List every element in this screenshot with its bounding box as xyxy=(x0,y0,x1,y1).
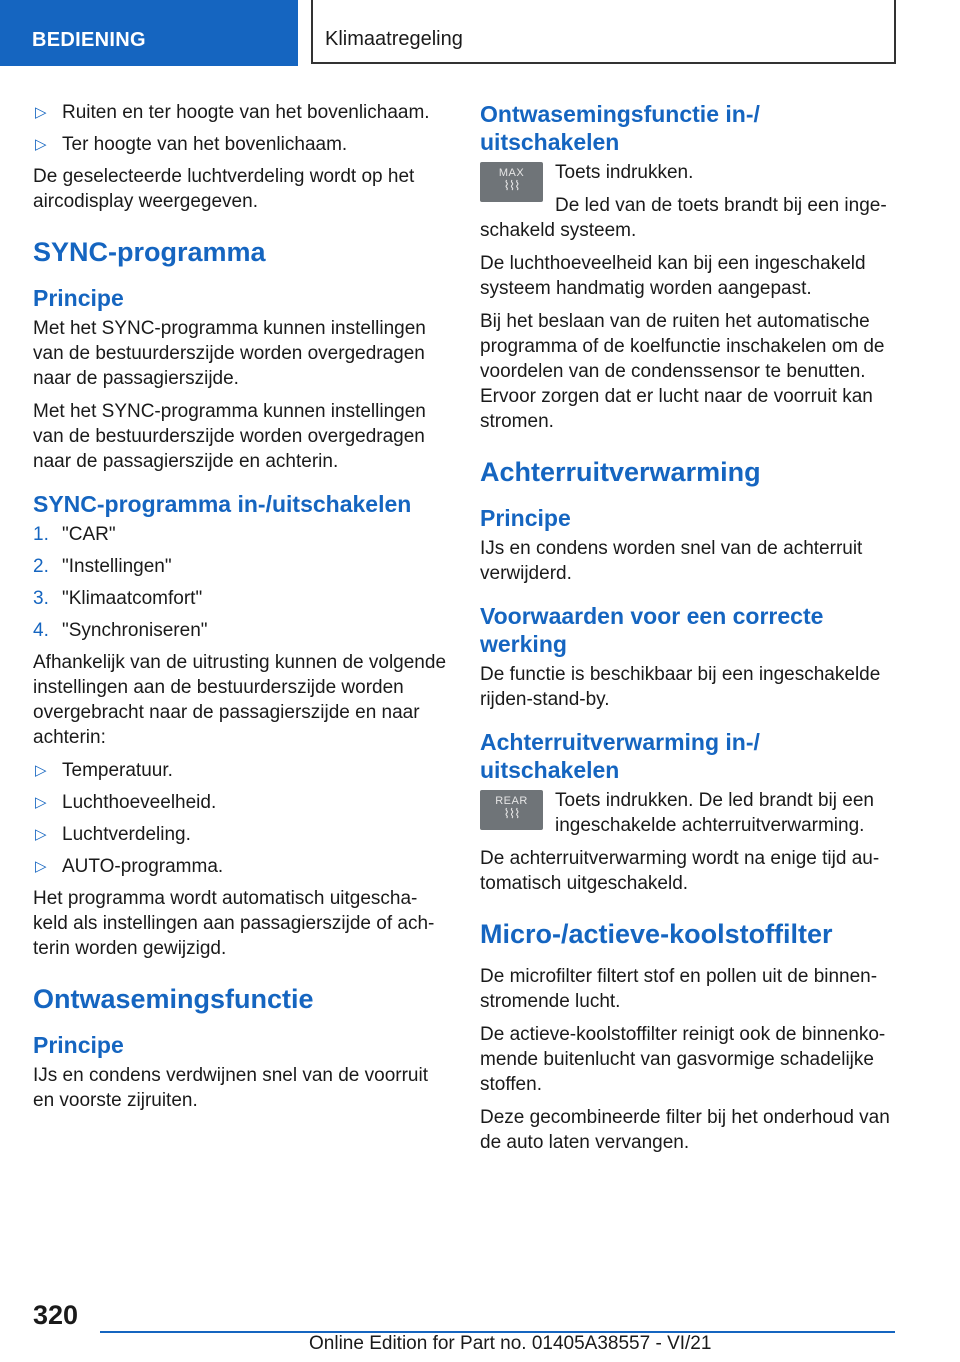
paragraph: Bij het beslaan van de ruiten het automatische programma of de koelfunctie inschakelen om de voordelen van de condenssensor te benutten. Ervoor zorgen dat er lucht naar de voorruit kan stromen. xyxy=(480,311,885,432)
heading-sync: SYNC-programma xyxy=(33,237,266,267)
defrost-waves-icon: ⌇⌇⌇ xyxy=(503,806,520,821)
right-column xyxy=(480,100,895,1163)
heading-principe: Principe xyxy=(33,1032,124,1058)
paragraph: De actieve-koolstoffilter reinigt ook de binnenko-mende buitenlucht van gasvormige schadelijke stoffen. xyxy=(480,1024,886,1095)
page-number: 320 xyxy=(33,1300,79,1330)
paragraph: Afhankelijk van de uitrusting kunnen de volgende instellingen aan de bestuurderszijde worden overgebracht naar de passagierszijde en naar achterin: xyxy=(33,652,447,748)
paragraph: De led van de toets brandt bij een inge-schakeld systeem. xyxy=(480,195,887,241)
triangle-bullet-icon: ▷ xyxy=(35,104,47,121)
list-item: ▷ AUTO-programma. xyxy=(35,856,224,877)
heading-voorwaarden: Voorwaarden voor een correcte werking xyxy=(480,603,824,657)
bullet-list-top xyxy=(33,100,448,157)
rear-defrost-block xyxy=(480,788,895,846)
chapter-title: Klimaatregeling xyxy=(311,0,896,64)
triangle-bullet-icon: ▷ xyxy=(35,794,47,811)
paragraph: IJs en condens verdwijnen snel van de voorruit en voorste zijruiten. xyxy=(33,1065,429,1111)
paragraph: De achterruitverwarming wordt na enige tijd au-tomatisch uitgeschakeld. xyxy=(480,848,880,894)
paragraph: Met het SYNC-programma kunnen instellingen van de bestuurderszijde worden overgedragen naar de passagierszijde en achterin. xyxy=(33,401,426,472)
edition-note: Online Edition for Part no. 01405A38557 - VI/21 xyxy=(309,1333,712,1354)
rear-defrost-button-icon: REAR ⌇⌇⌇ xyxy=(480,790,543,830)
paragraph: Het programma wordt automatisch uitgescha-keld als instellingen aan passagierszijde of ach-terin worden gewijzigd. xyxy=(33,888,435,959)
max-defrost-button-icon: MAX ⌇⌇⌇ xyxy=(480,162,543,202)
steps-list xyxy=(33,522,448,643)
defrost-waves-icon: ⌇⌇⌇ xyxy=(503,178,520,193)
max-defrost-block xyxy=(480,160,895,251)
triangle-bullet-icon: ▷ xyxy=(35,858,47,875)
step-item: 1. "CAR" xyxy=(33,524,116,545)
heading-filter: Micro-/actieve-koolstoffilter xyxy=(480,919,833,949)
triangle-bullet-icon: ▷ xyxy=(35,762,47,779)
heading-principe: Principe xyxy=(33,285,124,311)
list-item: ▷ Luchtverdeling. xyxy=(35,824,191,845)
heading-achterruitverwarming: Achterruitverwarming xyxy=(480,457,761,487)
heading-ontwasemingsfunctie: Ontwasemingsfunctie xyxy=(33,984,314,1014)
paragraph: IJs en condens worden snel van de achterruit verwijderd. xyxy=(480,538,863,584)
paragraph: Toets indrukken. xyxy=(555,162,694,183)
heading-sync-onoff: SYNC-programma in-/uitschakelen xyxy=(33,491,412,517)
section-tab: BEDIENING xyxy=(0,0,298,66)
paragraph: De microfilter filtert stof en pollen uit de binnen-stromende lucht. xyxy=(480,966,878,1012)
list-item: ▷ Ter hoogte van het bovenlichaam. xyxy=(35,134,348,155)
triangle-bullet-icon: ▷ xyxy=(35,826,47,843)
step-item: 3. "Klimaatcomfort" xyxy=(33,588,203,609)
paragraph: Toets indrukken. De led brandt bij een ingeschakelde achterruitverwarming. xyxy=(555,790,874,836)
list-item: ▷ Temperatuur. xyxy=(35,760,173,781)
list-item: ▷ Ruiten en ter hoogte van het bovenlichaam. xyxy=(35,102,430,123)
list-item: ▷ Luchthoeveelheid. xyxy=(35,792,217,813)
page-header xyxy=(0,0,960,66)
left-column xyxy=(33,100,448,1121)
paragraph: Deze gecombineerde filter bij het onderhoud van de auto laten vervangen. xyxy=(480,1107,890,1153)
bullet-list-settings xyxy=(33,758,448,879)
step-item: 2. "Instellingen" xyxy=(33,556,172,577)
heading-principe: Principe xyxy=(480,505,571,531)
paragraph: De functie is beschikbaar bij een ingeschakelde rijden-stand-by. xyxy=(480,664,881,710)
triangle-bullet-icon: ▷ xyxy=(35,136,47,153)
step-item: 4. "Synchroniseren" xyxy=(33,620,208,641)
heading-achterruit-onoff: Achterruitverwarming in-/ uitschakelen xyxy=(480,729,760,783)
paragraph: De geselecteerde luchtverdeling wordt op het aircodisplay weergegeven. xyxy=(33,166,415,212)
paragraph: De luchthoeveelheid kan bij een ingeschakeld systeem handmatig worden aangepast. xyxy=(480,253,866,299)
paragraph: Met het SYNC-programma kunnen instellingen van de bestuurderszijde worden overgedragen naar de passagierszijde. xyxy=(33,318,426,389)
heading-ontwasem-onoff: Ontwasemingsfunctie in-/ uitschakelen xyxy=(480,101,760,155)
